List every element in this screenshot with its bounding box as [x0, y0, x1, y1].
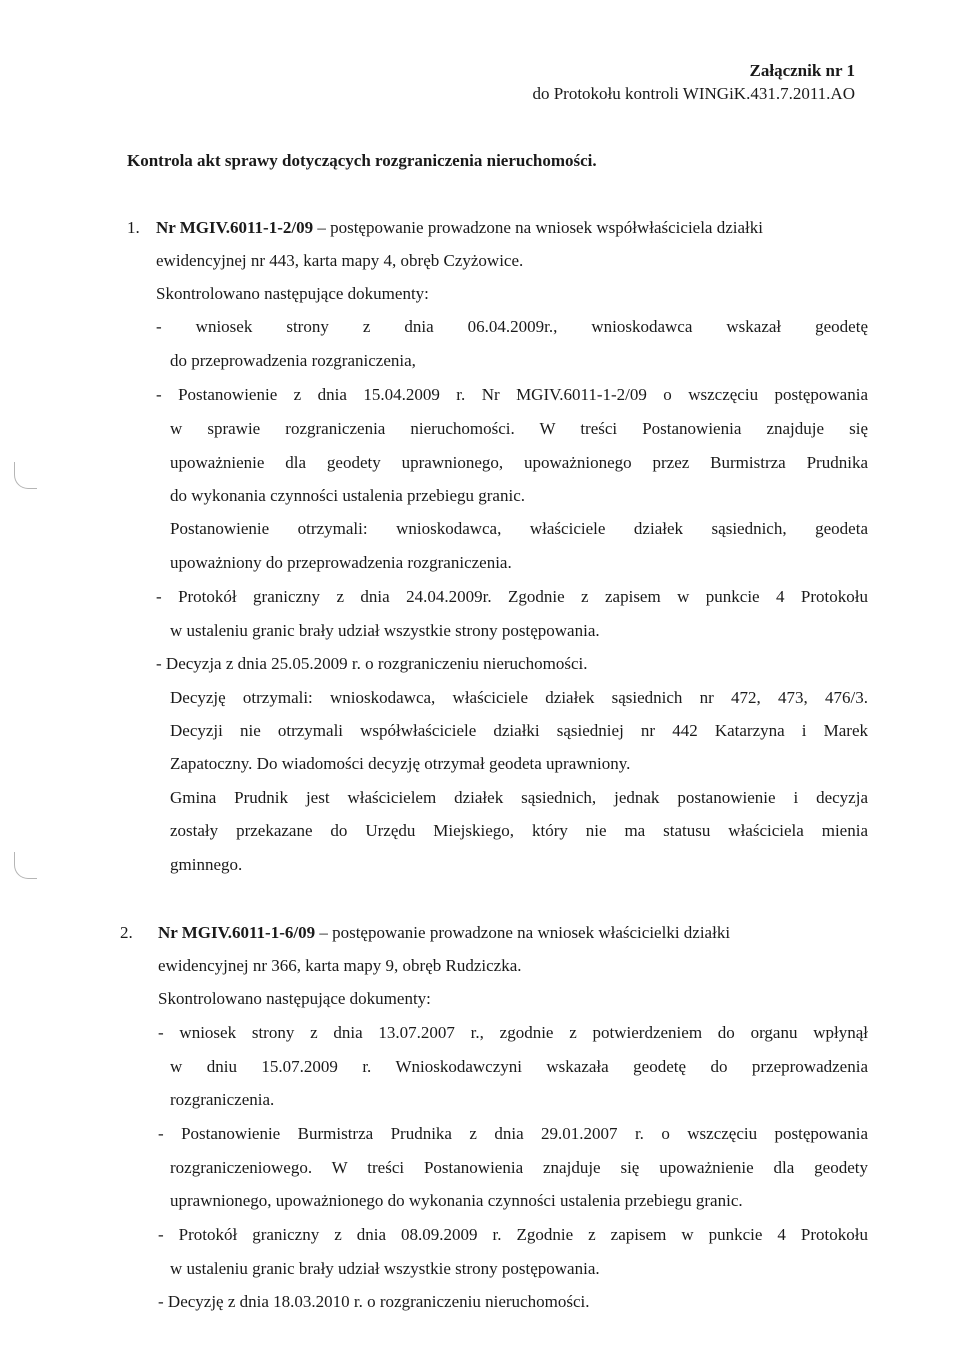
paragraph-line: Decyzji nie otrzymali współwłaściciele działki sąsiedniej nr 442 Katarzyna i Marek	[170, 721, 868, 740]
paragraph-line: w ustaleniu granic brały udział wszystkie strony postępowania.	[170, 621, 600, 640]
attachment-title: Załącznik nr 1	[749, 61, 855, 80]
paragraph-line: w dniu 15.07.2009 r. Wnioskodawczyni wskazała geodetę do przeprowadzenia	[170, 1057, 868, 1076]
paragraph-line: ewidencyjnej nr 443, karta mapy 4, obręb Czyżowice.	[156, 251, 524, 270]
list-item: - wniosek strony z dnia 06.04.2009r., wnioskodawca wskazał geodetę	[156, 317, 868, 336]
list-item: - Postanowienie Burmistrza Prudnika z dnia 29.01.2007 r. o wszczęciu postępowania	[158, 1124, 868, 1143]
paragraph-line: Zapatoczny. Do wiadomości decyzję otrzymał geodeta uprawniony.	[170, 754, 631, 773]
document-heading: Kontrola akt sprawy dotyczących rozgraniczenia nieruchomości.	[127, 151, 597, 170]
section-line	[156, 217, 763, 239]
section-number: 1.	[127, 218, 140, 237]
case-number: Nr MGIV.6011-1-6/09	[158, 923, 316, 942]
list-item: - wniosek strony z dnia 13.07.2007 r., zgodnie z potwierdzeniem do organu wpłynął	[158, 1023, 868, 1042]
punch-hole-mark	[14, 462, 37, 489]
section-number: 2.	[120, 923, 133, 942]
paragraph-line: Decyzję otrzymali: wnioskodawca, właściciele działek sąsiednich nr 472, 473, 476/3.	[170, 688, 868, 707]
paragraph-line: Skontrolowano następujące dokumenty:	[158, 989, 431, 1008]
paragraph-line: zostały przekazane do Urzędu Miejskiego, który nie ma statusu właściciela mienia	[170, 821, 868, 840]
paragraph-line: gminnego.	[170, 855, 243, 874]
paragraph-line: Postanowienie otrzymali: wnioskodawca, właściciele działek sąsiednich, geodeta	[170, 519, 868, 538]
case-description: – postępowanie prowadzone na wniosek współwłaściciela działki	[313, 218, 763, 237]
list-item: - Protokół graniczny z dnia 24.04.2009r. Zgodnie z zapisem w punkcie 4 Protokołu	[156, 587, 868, 606]
paragraph-line: uprawnionego, upoważnionego do wykonania czynności ustalenia przebiegu granic.	[170, 1191, 743, 1210]
paragraph-line: w ustaleniu granic brały udział wszystkie strony postępowania.	[170, 1259, 600, 1278]
paragraph-line: do przeprowadzenia rozgraniczenia,	[170, 351, 416, 370]
list-item: - Postanowienie z dnia 15.04.2009 r. Nr MGIV.6011-1-2/09 o wszczęciu postępowania	[156, 385, 868, 404]
paragraph-line: rozgraniczeniowego. W treści Postanowienia znajduje się upoważnienie dla geodety	[170, 1158, 868, 1177]
paragraph-line: do wykonania czynności ustalenia przebiegu granic.	[170, 486, 525, 505]
paragraph-line: upoważnienie dla geodety uprawnionego, upoważnionego przez Burmistrza Prudnika	[170, 453, 868, 472]
case-number: Nr MGIV.6011-1-2/09	[156, 218, 314, 237]
paragraph-line: w sprawie rozgraniczenia nieruchomości. W treści Postanowienia znajduje się	[170, 419, 868, 438]
paragraph-line: upoważniony do przeprowadzenia rozgraniczenia.	[170, 553, 512, 572]
case-description: – postępowanie prowadzone na wniosek właścicielki działki	[315, 923, 731, 942]
list-item: - Protokół graniczny z dnia 08.09.2009 r. Zgodnie z zapisem w punkcie 4 Protokołu	[158, 1225, 868, 1244]
paragraph-line: Skontrolowano następujące dokumenty:	[156, 284, 429, 303]
attachment-subtitle: do Protokołu kontroli WINGiK.431.7.2011.AO	[532, 84, 855, 103]
list-item: - Decyzję z dnia 18.03.2010 r. o rozgraniczeniu nieruchomości.	[158, 1292, 590, 1311]
list-item: - Decyzja z dnia 25.05.2009 r. o rozgraniczeniu nieruchomości.	[156, 654, 588, 673]
punch-hole-mark	[14, 852, 37, 879]
section-line	[158, 922, 730, 944]
paragraph-line: Gmina Prudnik jest właścicielem działek sąsiednich, jednak postanowienie i decyzja	[170, 788, 868, 807]
paragraph-line: ewidencyjnej nr 366, karta mapy 9, obręb Rudziczka.	[158, 956, 522, 975]
paragraph-line: rozgraniczenia.	[170, 1090, 275, 1109]
